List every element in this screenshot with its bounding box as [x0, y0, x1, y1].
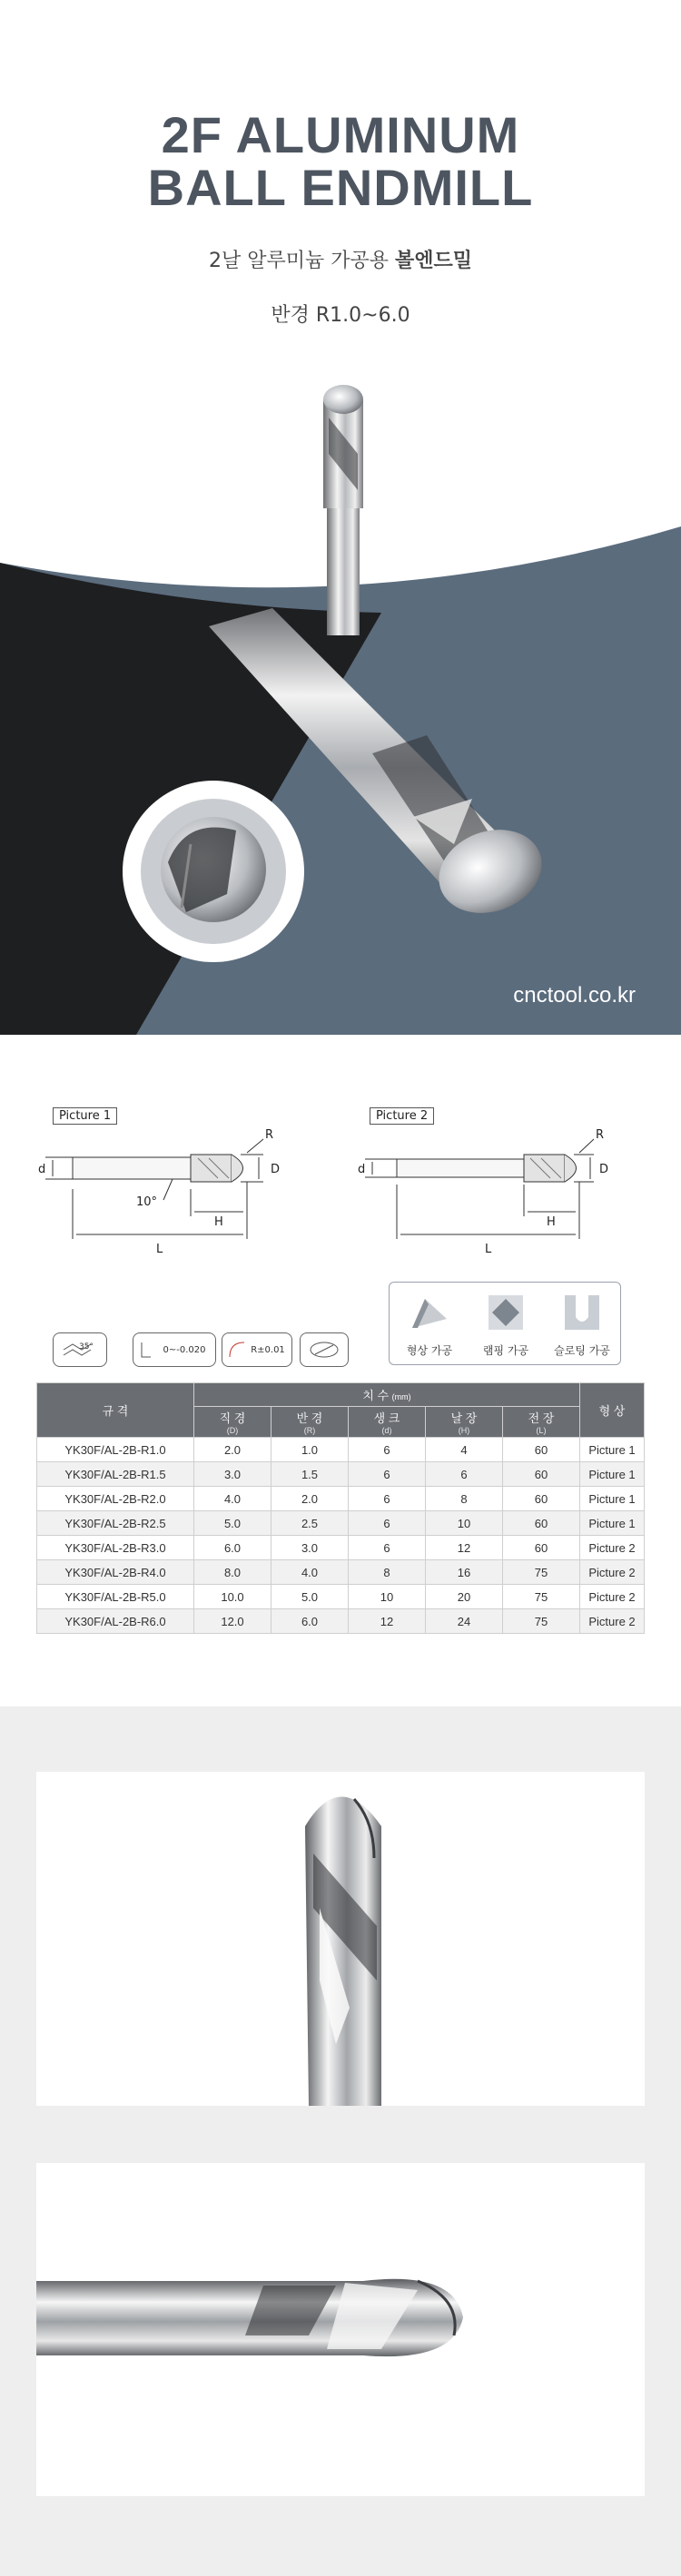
cell-L: 75: [503, 1609, 580, 1634]
cell-R: 4.0: [271, 1560, 349, 1585]
hero-title: [0, 106, 681, 216]
hero-radius-range: 반경 R1.0~6.0: [271, 304, 410, 327]
cell-L: 60: [503, 1511, 580, 1536]
cell-shape: Picture 2: [580, 1560, 645, 1585]
cell-code: YK30F/AL-2B-R4.0: [37, 1560, 194, 1585]
hero-subtitle: [0, 245, 681, 273]
vertical-tip-image: [36, 1772, 645, 2106]
diameter-tolerance-icon: [139, 1341, 153, 1359]
tolerance-icon: [133, 1332, 216, 1367]
photo-gallery-section: [0, 1706, 681, 2576]
cell-code: YK30F/AL-2B-R3.0: [37, 1536, 194, 1560]
picture2-D-label: D: [599, 1163, 609, 1176]
process-label: 형상 가공: [406, 1344, 453, 1357]
hero-title-line1: 2F ALUMINUM: [161, 106, 520, 163]
cell-shape: Picture 1: [580, 1462, 645, 1487]
cell-D: 5.0: [194, 1511, 271, 1536]
cell-R: 1.5: [271, 1462, 349, 1487]
col-sub: (d): [381, 1426, 392, 1435]
helix-angle-icon: [53, 1332, 107, 1367]
ball-endmill-icon: [308, 1340, 340, 1360]
cell-H: 24: [426, 1609, 503, 1634]
vertical-endmill-image: [323, 385, 363, 635]
cell-H: 10: [426, 1511, 503, 1536]
table-row: [37, 1438, 645, 1462]
col-name: 직 경: [219, 1411, 246, 1425]
cell-shape: Picture 2: [580, 1609, 645, 1634]
table-row: [37, 1560, 645, 1585]
cell-R: 2.5: [271, 1511, 349, 1536]
cell-d: 12: [349, 1609, 426, 1634]
cell-D: 12.0: [194, 1609, 271, 1634]
cell-D: 2.0: [194, 1438, 271, 1462]
photo-vertical-tip: [36, 1772, 645, 2106]
picture1-d-label: d: [38, 1163, 46, 1176]
hero-title-line2: BALL ENDMILL: [147, 159, 534, 216]
cell-L: 60: [503, 1536, 580, 1560]
col-sub: (D): [226, 1426, 239, 1435]
col-name: 날 장: [450, 1411, 478, 1425]
picture2-label: Picture 2: [370, 1107, 434, 1125]
table-row: [37, 1536, 645, 1560]
col-sub: (H): [458, 1426, 470, 1435]
cell-shape: Picture 2: [580, 1585, 645, 1609]
cell-code: YK30F/AL-2B-R6.0: [37, 1609, 194, 1634]
picture2-L-label: L: [485, 1243, 492, 1256]
table-row: [37, 1511, 645, 1536]
profiling-icon: [409, 1292, 450, 1333]
process-ramping: [468, 1283, 544, 1358]
cell-shape: Picture 2: [580, 1536, 645, 1560]
photo-horizontal-tip: [36, 2163, 645, 2496]
ramping-icon: [485, 1292, 527, 1333]
header-spec: 규 격: [37, 1383, 194, 1438]
cell-d: 8: [349, 1560, 426, 1585]
machining-process-box: [389, 1282, 621, 1365]
cell-H: 12: [426, 1536, 503, 1560]
cell-H: 8: [426, 1487, 503, 1511]
table-row: [37, 1585, 645, 1609]
header-radius: [271, 1407, 349, 1438]
cell-code: YK30F/AL-2B-R1.0: [37, 1438, 194, 1462]
picture1-D-label: D: [271, 1163, 281, 1176]
cell-D: 4.0: [194, 1487, 271, 1511]
header-dimensions-label: 치 수: [362, 1389, 390, 1402]
picture2-R-label: R: [596, 1128, 605, 1142]
cell-code: YK30F/AL-2B-R2.5: [37, 1511, 194, 1536]
cell-L: 75: [503, 1585, 580, 1609]
table-row: [37, 1462, 645, 1487]
picture2-drawing: [356, 1126, 656, 1262]
cell-H: 16: [426, 1560, 503, 1585]
cell-code: YK30F/AL-2B-R1.5: [37, 1462, 194, 1487]
col-sub: (L): [536, 1426, 547, 1435]
process-label: 슬로팅 가공: [554, 1344, 610, 1357]
picture1-angle-label: 10°: [136, 1195, 158, 1209]
cell-d: 10: [349, 1585, 426, 1609]
header-dimensions: [194, 1383, 580, 1407]
picture1-H-label: H: [214, 1215, 223, 1229]
hero-subtitle-prefix: 2날 알루미늄 가공용: [208, 250, 389, 272]
tolerance-value: 0~-0.020: [163, 1344, 206, 1355]
cell-R: 6.0: [271, 1609, 349, 1634]
picture1-label: Picture 1: [53, 1107, 117, 1125]
spec-table: [36, 1382, 645, 1634]
picture2-H-label: H: [547, 1215, 556, 1229]
table-row: [37, 1609, 645, 1634]
cell-D: 8.0: [194, 1560, 271, 1585]
cell-L: 60: [503, 1438, 580, 1462]
ball-nose-icon: [300, 1332, 349, 1367]
header-flute-length: [426, 1407, 503, 1438]
header-shank: [349, 1407, 426, 1438]
radius-tolerance-value: R±0.01: [251, 1344, 285, 1355]
header-shape: 형 상: [580, 1383, 645, 1438]
tip-closeup-image: [123, 781, 304, 962]
cell-code: YK30F/AL-2B-R2.0: [37, 1487, 194, 1511]
cell-shape: Picture 1: [580, 1511, 645, 1536]
cell-R: 5.0: [271, 1585, 349, 1609]
picture1-R-label: R: [265, 1128, 274, 1142]
process-profiling: [391, 1283, 468, 1358]
cell-L: 60: [503, 1462, 580, 1487]
picture1-L-label: L: [156, 1243, 163, 1256]
cell-d: 6: [349, 1462, 426, 1487]
cell-code: YK30F/AL-2B-R5.0: [37, 1585, 194, 1609]
cell-d: 6: [349, 1536, 426, 1560]
cell-d: 6: [349, 1438, 426, 1462]
website-label: cnctool.co.kr: [513, 983, 636, 1008]
picture1-drawing: [36, 1126, 336, 1262]
header-diameter: [194, 1407, 271, 1438]
col-name: 반 경: [296, 1411, 323, 1425]
cell-D: 3.0: [194, 1462, 271, 1487]
process-slotting: [544, 1283, 620, 1358]
slotting-icon: [561, 1292, 603, 1333]
header-dimensions-unit: (mm): [391, 1392, 411, 1401]
cell-shape: Picture 1: [580, 1487, 645, 1511]
cell-R: 1.0: [271, 1438, 349, 1462]
radius-arc-icon: [228, 1341, 246, 1359]
helix-angle-value: 35°: [79, 1342, 94, 1352]
cell-d: 6: [349, 1487, 426, 1511]
hero-subtitle-bold: 볼엔드밀: [394, 250, 472, 272]
cell-H: 4: [426, 1438, 503, 1462]
cell-D: 10.0: [194, 1585, 271, 1609]
header-overall-length: [503, 1407, 580, 1438]
cell-L: 60: [503, 1487, 580, 1511]
picture2-d-label: d: [358, 1163, 366, 1176]
radius-tolerance-icon: [222, 1332, 292, 1367]
cell-L: 75: [503, 1560, 580, 1585]
cell-d: 6: [349, 1511, 426, 1536]
col-sub: (R): [303, 1426, 316, 1435]
cell-shape: Picture 1: [580, 1438, 645, 1462]
cell-H: 20: [426, 1585, 503, 1609]
cell-R: 3.0: [271, 1536, 349, 1560]
col-name: 전 장: [528, 1411, 555, 1425]
cell-R: 2.0: [271, 1487, 349, 1511]
process-label: 램핑 가공: [482, 1344, 529, 1357]
col-name: 생 크: [373, 1411, 400, 1425]
horizontal-tip-image: [36, 2163, 645, 2496]
hero-section: [0, 0, 681, 1035]
cell-D: 6.0: [194, 1536, 271, 1560]
table-row: [37, 1487, 645, 1511]
cell-H: 6: [426, 1462, 503, 1487]
